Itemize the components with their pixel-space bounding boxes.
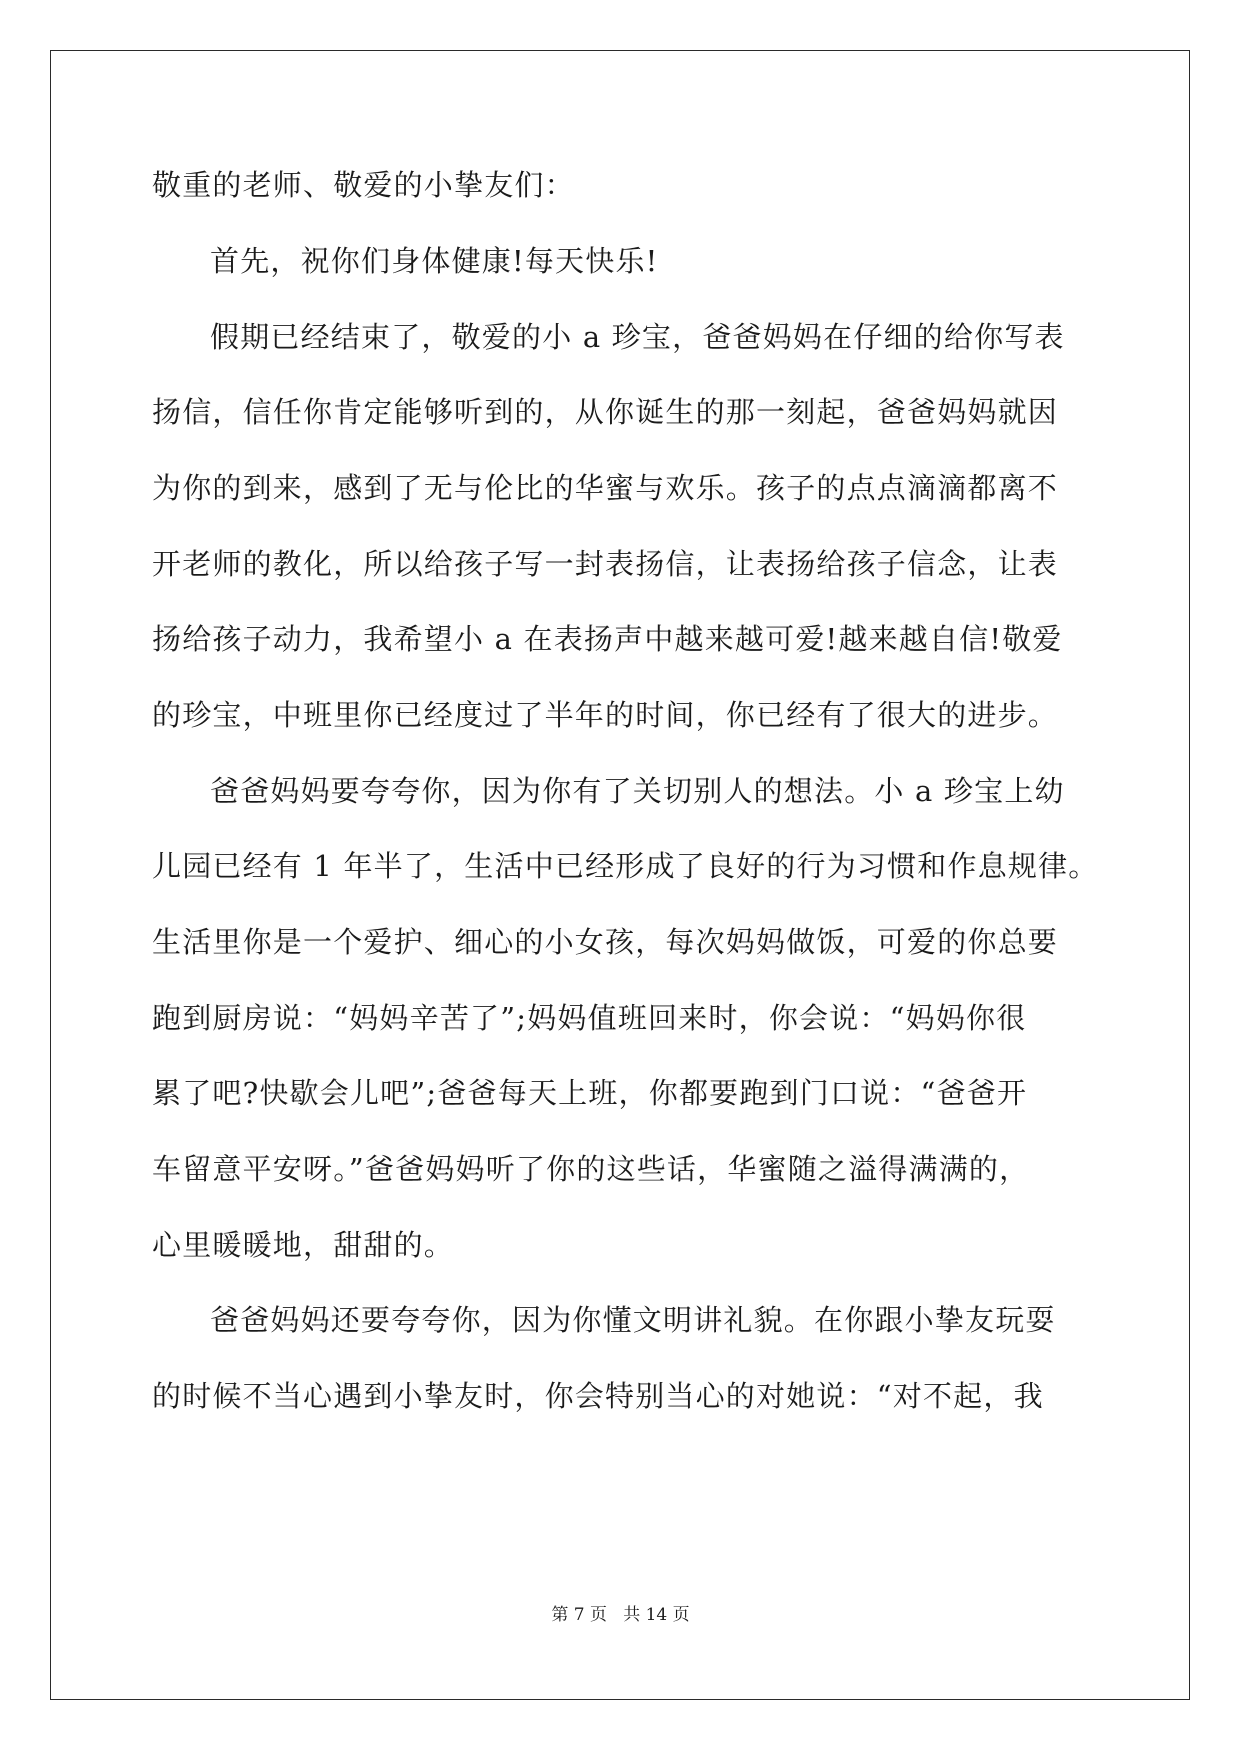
paragraph-line: 爸爸妈妈还要夸夸你，因为你懂文明讲礼貌。在你跟小挚友玩耍 bbox=[210, 1303, 1056, 1337]
page-footer bbox=[0, 1603, 1241, 1627]
paragraph-line: 儿园已经有 1 年半了，生活中已经形成了良好的行为习惯和作息规律。 bbox=[152, 849, 1099, 883]
paragraph-line: 心里暖暖地，甜甜的。 bbox=[152, 1228, 455, 1262]
paragraph-line: 为你的到来，感到了无与伦比的华蜜与欢乐。孩子的点点滴滴都离不 bbox=[152, 471, 1059, 505]
paragraph-line: 爸爸妈妈要夸夸你，因为你有了关切别人的想法。小 a 珍宝上幼 bbox=[210, 774, 1065, 808]
paragraph-line: 生活里你是一个爱护、细心的小女孩，每次妈妈做饭，可爱的你总要 bbox=[152, 925, 1059, 959]
paragraph-line: 跑到厨房说：“妈妈辛苦了”;妈妈值班回来时，你会说：“妈妈你很 bbox=[152, 1001, 1027, 1035]
page-total: 共 14 页 bbox=[623, 1605, 690, 1625]
paragraph-line: 假期已经结束了，敬爱的小 a 珍宝，爸爸妈妈在仔细的给你写表 bbox=[210, 320, 1065, 354]
paragraph-line: 累了吧?快歇会儿吧”;爸爸每天上班，你都要跑到门口说：“爸爸开 bbox=[152, 1076, 1028, 1110]
paragraph-line: 扬信，信任你肯定能够听到的，从你诞生的那一刻起，爸爸妈妈就因 bbox=[152, 395, 1059, 429]
paragraph-line: 的珍宝，中班里你已经度过了半年的时间，你已经有了很大的进步。 bbox=[152, 698, 1059, 732]
page-number: 第 7 页 bbox=[551, 1605, 607, 1625]
paragraph-line: 首先，祝你们身体健康!每天快乐! bbox=[210, 244, 659, 278]
paragraph-line: 的时候不当心遇到小挚友时，你会特别当心的对她说：“对不起，我 bbox=[152, 1379, 1044, 1413]
paragraph-line: 扬给孩子动力，我希望小 a 在表扬声中越来越可爱!越来越自信!敬爱 bbox=[152, 622, 1063, 656]
salutation-line: 敬重的老师、敬爱的小挚友们： bbox=[152, 168, 575, 202]
paragraph-line: 开老师的教化，所以给孩子写一封表扬信，让表扬给孩子信念，让表 bbox=[152, 547, 1059, 581]
paragraph-line: 车留意平安呀。”爸爸妈妈听了你的这些话，华蜜随之溢得满满的， bbox=[152, 1152, 1030, 1186]
